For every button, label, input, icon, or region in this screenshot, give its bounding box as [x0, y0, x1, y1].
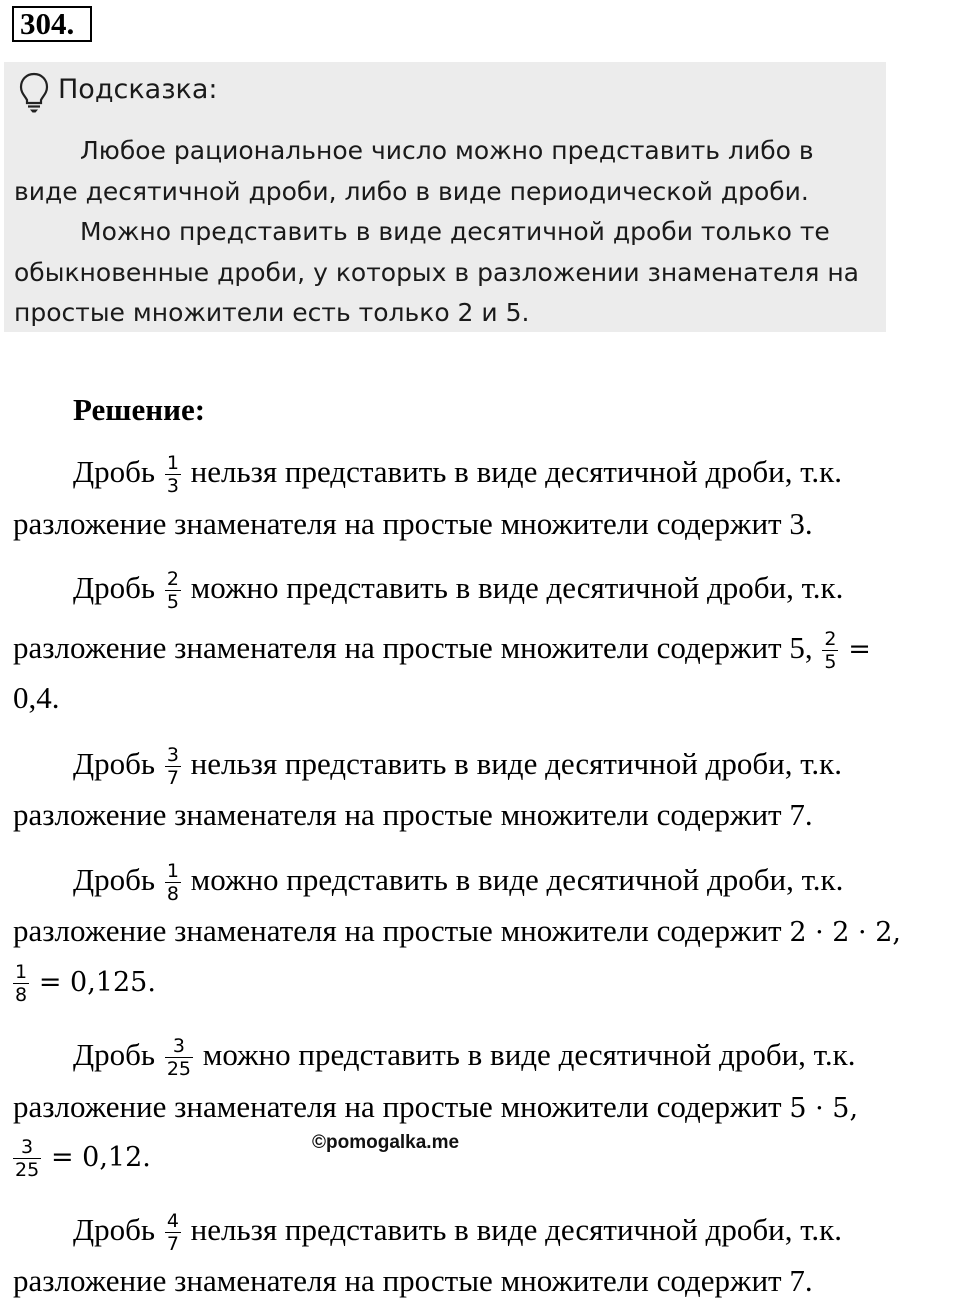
equation-result: = 0,12. — [50, 1142, 151, 1173]
fraction-numerator: 2 — [824, 628, 837, 651]
fraction-denominator: 3 — [166, 475, 179, 498]
fraction — [165, 744, 181, 789]
solution-item-line — [73, 742, 842, 789]
fraction-denominator: 5 — [166, 591, 179, 614]
fraction — [165, 860, 181, 905]
fraction — [822, 628, 838, 673]
hint-paragraph: Любое рациональное число можно представить либо в виде десятичной дроби, либо в виде периодической дроби. — [14, 136, 814, 206]
fraction-numerator: 3 — [172, 1035, 185, 1058]
solution-item-line — [73, 1033, 855, 1080]
hint-box — [4, 62, 886, 332]
fraction-denominator: 5 — [824, 651, 837, 674]
fraction-word: Дробь — [73, 1037, 156, 1072]
fraction-numerator: 1 — [166, 860, 179, 883]
fraction-denominator: 25 — [15, 1159, 40, 1182]
fraction-numerator: 2 — [166, 568, 179, 591]
solution-item-line — [73, 1208, 842, 1255]
explanation-line — [13, 1085, 858, 1131]
statement-text: можно представить в виде десятичной дроби, т.к. — [202, 1037, 856, 1072]
explanation-line — [13, 626, 871, 673]
fraction — [165, 452, 181, 497]
fraction-denominator: 8 — [166, 883, 179, 906]
fraction-numerator: 4 — [166, 1210, 179, 1233]
factorization: 2 · 2 · 2, — [789, 917, 901, 948]
fraction-word: Дробь — [73, 570, 156, 605]
fraction-word: Дробь — [73, 746, 156, 781]
statement-text: нельзя представить в виде десятичной дроби, т.к. — [190, 1212, 842, 1247]
solution-item-line — [73, 566, 843, 613]
fraction-word: Дробь — [73, 454, 156, 489]
statement-text: можно представить в виде десятичной дроби, т.к. — [190, 570, 844, 605]
statement-text: нельзя представить в виде десятичной дроби, т.к. — [190, 454, 842, 489]
solution-title: Решение: — [73, 392, 206, 427]
fraction-numerator: 3 — [166, 744, 179, 767]
solution-item-line — [73, 450, 842, 497]
factorization: 5 · 5, — [789, 1093, 859, 1124]
fraction — [13, 1136, 41, 1181]
fraction-denominator: 7 — [166, 1233, 179, 1256]
fraction-word: Дробь — [73, 1212, 156, 1247]
explanation-text: разложение знаменателя на простые множители содержит — [13, 1089, 782, 1124]
fraction-numerator: 3 — [21, 1136, 34, 1159]
result-line — [13, 1134, 151, 1181]
statement-text: нельзя представить в виде десятичной дроби, т.к. — [190, 746, 842, 781]
explanation-line — [13, 909, 901, 955]
fraction-denominator: 8 — [15, 984, 28, 1007]
explanation-line: разложение знаменателя на простые множители содержит 3. — [13, 506, 813, 541]
equation-result: = 0,125. — [38, 967, 156, 998]
fraction-numerator: 1 — [15, 961, 28, 984]
fraction-denominator: 25 — [166, 1058, 191, 1081]
explanation-line: разложение знаменателя на простые множители содержит 7. — [13, 797, 813, 832]
lightbulb-icon — [18, 72, 50, 114]
result-line: 0,4. — [13, 680, 60, 715]
solution-item-line — [73, 858, 843, 905]
fraction — [165, 1210, 181, 1255]
hint-text — [14, 131, 884, 334]
explanation-text: разложение знаменателя на простые множители содержит — [13, 913, 782, 948]
fraction-word: Дробь — [73, 862, 156, 897]
fraction-denominator: 7 — [166, 767, 179, 790]
equals-sign: = — [848, 634, 871, 665]
explanation-text: разложение знаменателя на простые множители содержит 5, — [13, 630, 813, 665]
explanation-line: разложение знаменателя на простые множители содержит 7. — [13, 1263, 813, 1298]
task-number: 304. — [12, 6, 92, 42]
fraction — [13, 961, 29, 1006]
statement-text: можно представить в виде десятичной дроби, т.к. — [190, 862, 844, 897]
fraction — [165, 568, 181, 613]
watermark: ©pomogalka.me — [312, 1132, 460, 1153]
hint-paragraph: Можно представить в виде десятичной дроби только те обыкновенные дроби, у которых в разложении знаменателя на простые множители есть только 2 и 5. — [14, 217, 859, 327]
hint-title: Подсказка: — [58, 74, 218, 105]
fraction-numerator: 1 — [166, 452, 179, 475]
result-line — [13, 959, 156, 1006]
fraction — [165, 1035, 193, 1080]
